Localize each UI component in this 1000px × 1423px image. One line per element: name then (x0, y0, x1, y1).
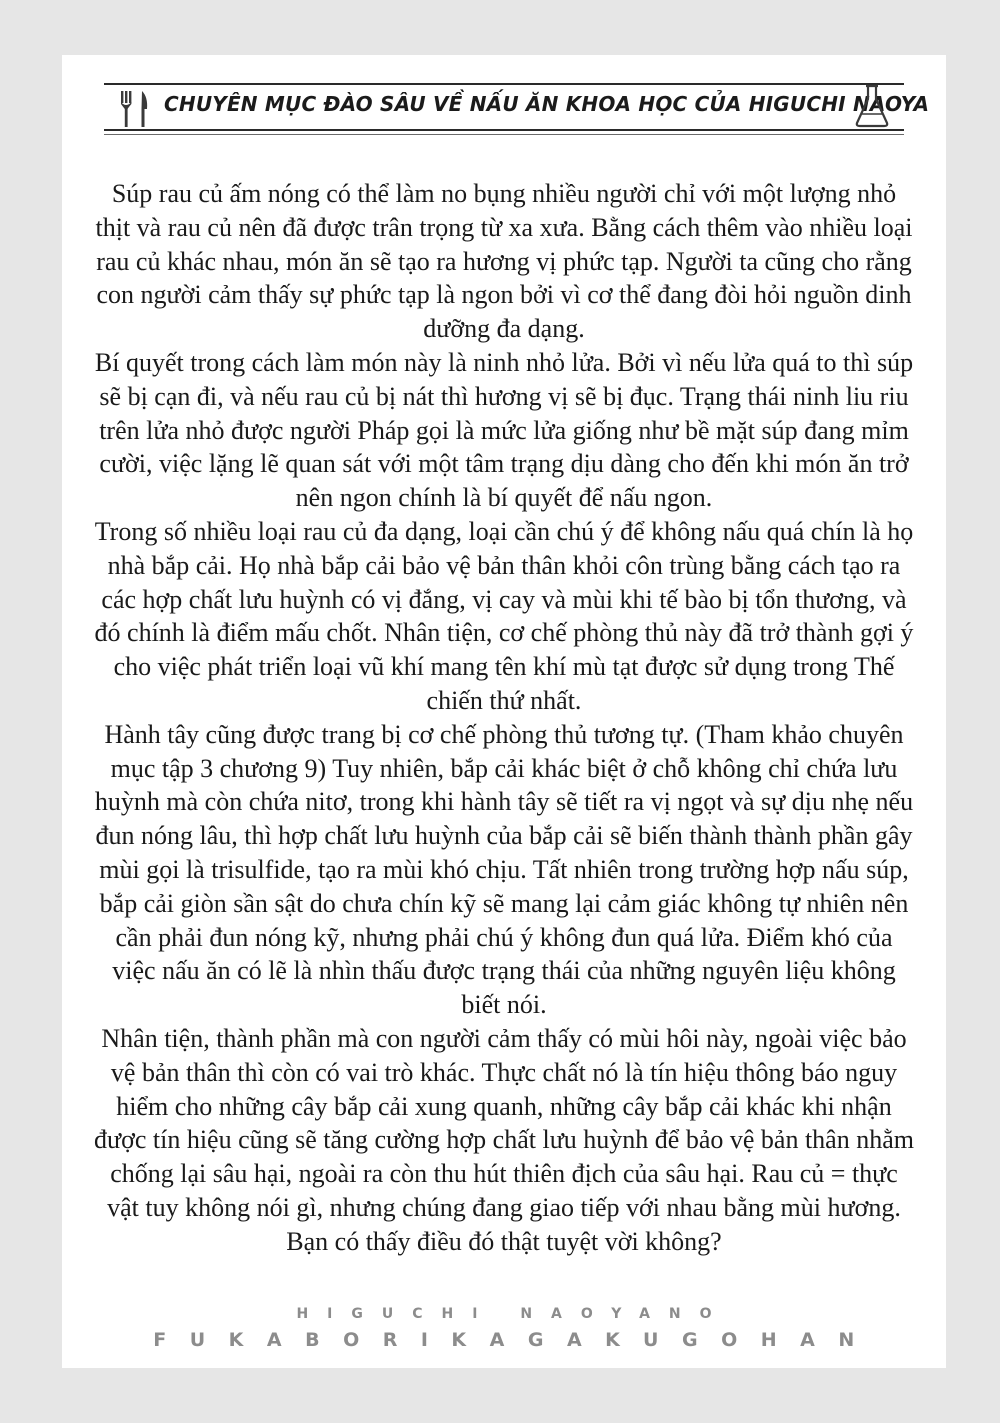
column-title: CHUYÊN MỤC ĐÀO SÂU VỀ NẤU ĂN KHOA HỌC CỦA HIGUCHI NAOYA (164, 92, 930, 116)
header-bottom-rule (104, 129, 904, 131)
header-bottom-rule-thin (104, 134, 904, 135)
article-body (92, 177, 916, 1259)
article-paragraph: Bí quyết trong cách làm món này là ninh nhỏ lửa. Bởi vì nếu lửa quá to thì súp sẽ bị cạn đi, và nếu rau củ bị nát thì hương vị sẽ bị đục. Trạng thái ninh liu riu trên lửa nhỏ được người Pháp gọi là mức lửa giống như bề mặt súp đang mỉm cười, việc lặng lẽ quan sát với một tâm trạng dịu dàng cho đến khi món ăn trở nên ngon chính là bí quyết để nấu ngon. (94, 347, 914, 513)
article-paragraph: Hành tây cũng được trang bị cơ chế phòng thủ tương tự. (Tham khảo chuyên mục tập 3 chương 9) Tuy nhiên, bắp cải khác biệt ở chỗ không chỉ chứa lưu huỳnh mà còn chứa nitơ, trong khi hành tây sẽ tiết ra vị ngọt và sự dịu nhẹ nếu đun nóng lâu, thì hợp chất lưu huỳnh của bắp cải sẽ biến thành thành phần gây mùi gọi là trisulfide, tạo ra mùi khó chịu. Tất nhiên trong trường hợp nấu súp, bắp cải giòn sần sật do chưa chín kỹ sẽ mang lại cảm giác không tự nhiên nên cần phải đun nóng kỹ, nhưng phải chú ý không đun quá lửa. Điểm khó của việc nấu ăn có lẽ là nhìn thấu được trạng thái của những nguyên liệu không biết nói. (94, 719, 914, 1020)
page-sheet (62, 55, 946, 1368)
column-header (104, 75, 930, 139)
fork-knife-icon (118, 89, 152, 129)
article-paragraph: Súp rau củ ấm nóng có thể làm no bụng nhiều người chỉ với một lượng nhỏ thịt và rau củ nên đã được trân trọng từ xa xưa. Bằng cách thêm vào nhiều loại rau củ khác nhau, món ăn sẽ tạo ra hương vị phức tạp. Người ta cũng cho rằng con người cảm thấy sự phức tạp là ngon bởi vì cơ thể đang đòi hỏi nguồn dinh dưỡng đa dạng. (95, 179, 913, 344)
article-paragraph: Nhân tiện, thành phần mà con người cảm thấy có mùi hôi này, ngoài việc bảo vệ bản thân thì còn có vai trò khác. Thực chất nó là tín hiệu thông báo nguy hiểm cho những cây bắp cải xung quanh, những cây bắp cải khác khi nhận được tín hiệu cũng sẽ tăng cường hợp chất lưu huỳnh để bảo vệ bản thân nhằm chống lại sâu hại, ngoài ra còn thu hút thiên địch của sâu hại. Rau củ = thực vật tuy không nói gì, nhưng chúng đang giao tiếp với nhau bằng mùi hương. Bạn có thấy điều đó thật tuyệt vời không? (94, 1023, 914, 1256)
header-top-rule (104, 83, 904, 85)
footer-series-line-2: FUKABORIKAGAKUGOHAN (153, 1329, 878, 1351)
article-paragraph: Trong số nhiều loại rau củ đa dạng, loại cần chú ý để không nấu quá chín là họ nhà bắp cải. Họ nhà bắp cải bảo vệ bản thân khỏi côn trùng bằng cách tạo ra các hợp chất lưu huỳnh có vị đắng, vị cay và mùi khi tế bào bị tổn thương, và đó chính là điểm mấu chốt. Nhân tiện, cơ chế phòng thủ này đã trở thành gợi ý cho việc phát triển loại vũ khí mang tên khí mù tạt được sử dụng trong Thế chiến thứ nhất. (94, 516, 914, 715)
flask-icon (854, 83, 890, 129)
footer-series-line-1: HIGUCHI NAOYANO (296, 1306, 731, 1322)
series-footer (62, 1303, 946, 1355)
